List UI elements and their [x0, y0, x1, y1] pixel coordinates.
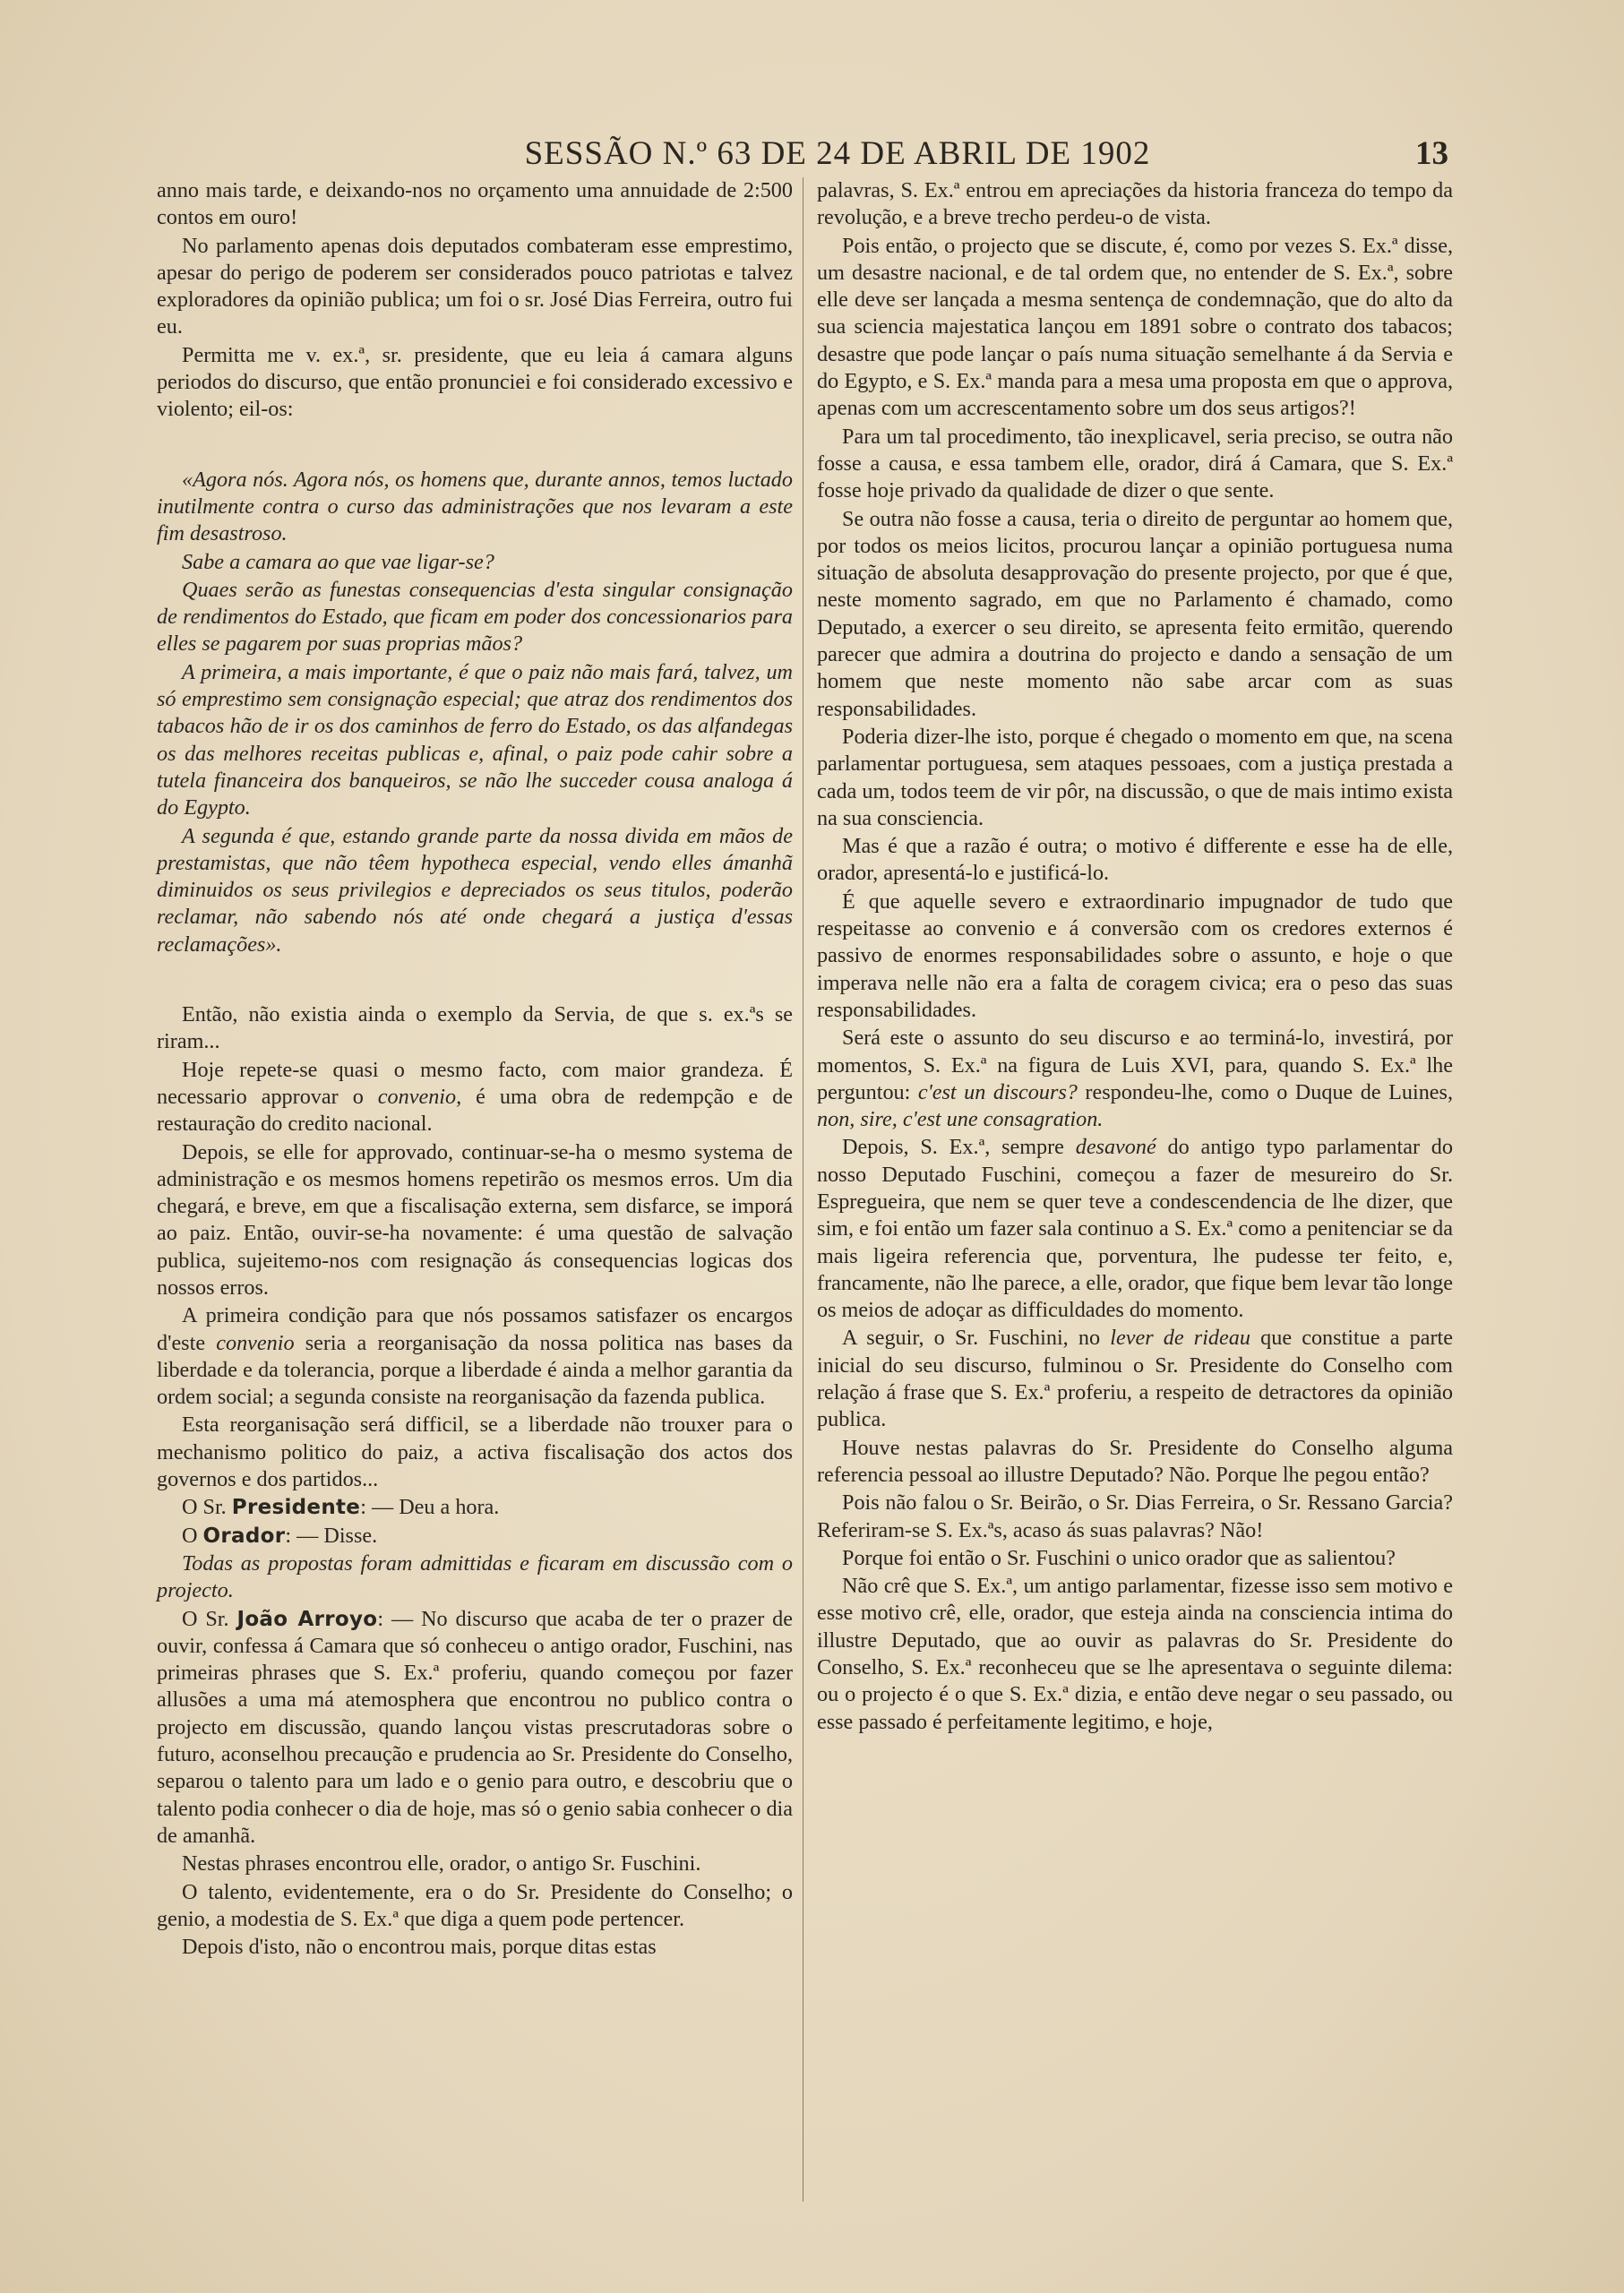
paragraph: Mas é que a razão é outra; o motivo é differente e esse ha de elle, orador, apresentá-lo e justificá-lo. [817, 834, 1453, 886]
paragraph: palavras, S. Ex.ª entrou em apreciações da historia franceza do tempo da revolução, e a breve trecho perdeu-o de vista. [817, 178, 1453, 230]
speaker-line: O Sr. Presidente: — Deu a hora. [182, 1495, 500, 1520]
paragraph: Então, não existia ainda o exemplo da Servia, de que s. ex.ªs se riram... [157, 1002, 793, 1054]
paragraph: Será este o assunto do seu discurso e ao terminá-lo, investirá, por momentos, S. Ex.ª na figura de Luis XVI, para, quando S. Ex.ª lhe perguntou: c'est un discours? respondeu-lhe, como o Duque de Luines, non, sire, c'est une consagration. [817, 1026, 1453, 1132]
paragraph: Se outra não fosse a causa, teria o direito de perguntar ao homem que, por todos os meios licitos, procurou lançar a opinião portuguesa numa situação de absoluta desapprovação do presente projecto, por que é que, neste momento sagrado, em que no Parlamento é chamado, como Deputado, a exercer o seu direito, se apresenta feito ermitão, querendo parecer que admira a doutrina do projecto e dando a sensação de um homem que neste momento não sabe arcar com as suas responsabilidades. [817, 506, 1453, 721]
paragraph: Depois, se elle for approvado, continuar-se-ha o mesmo systema de administração e os mesmos homens repetirão os mesmos erros. Um dia chegará, e breve, em que a fiscalisação externa, sem disfarce, se imporá ao paiz. Então, ouvir-se-ha novamente: é uma questão de salvação publica, sujeitemo-nos com resignação ás consequencias logicas dos nossos erros. [157, 1139, 793, 1300]
paragraph: É que aquelle severo e extraordinario impugnador de tudo que respeitasse ao convenio e á conversão com os credores externos é passivo de enormes responsabilidades sobre o assunto, e hoje o que imperava nelle não era a falta de coragem civica; era o peso das suas responsabilidades. [817, 889, 1453, 1022]
quote-paragraph: A primeira, a mais importante, é que o paiz não mais fará, talvez, um só emprestimo sem consignação especial; que atraz dos rendimentos dos tabacos hão de ir os dos caminhos de ferro do Estado, os das alfandegas os das melhores receitas publicas e, afinal, o paiz pode cahir sobre a tutela financeira dos banqueiros, se não lhe succeder cousa analoga á do Egypto. [157, 659, 793, 820]
quote-paragraph: A segunda é que, estando grande parte da nossa divida em mãos de prestamistas, que não têem hypotheca especial, vendo elles ámanhã diminuidos os seus privilegios e depreciados os seus titulos, poderão reclamar, não sabendo nós até onde chegará a justiça d'essas reclamações». [157, 823, 793, 957]
paragraph: Pois então, o projecto que se discute, é, como por vezes S. Ex.ª disse, um desastre nacional, e de tal ordem que, no entender de S. Ex.ª, sobre elle deve ser lançada a mesma sentença de condemnação, que do alto da sua sciencia majestatica lançou em 1891 sobre o contrato dos tabacos; desastre que pode lançar o país numa situação semelhante á da Servia e do Egypto, e S. Ex.ª manda para a mesa uma proposta em que o approva, apenas com um accrescentamento sobre um dos seus artigos?! [817, 233, 1453, 421]
speaker-name: Presidente [231, 1496, 361, 1520]
speaker-name: João Arroyo [236, 1607, 378, 1631]
paragraph: Poderia dizer-lhe isto, porque é chegado o momento em que, na scena parlamentar portuguesa, sem ataques pessoaes, com a justiça prestada a cada um, todos teem de vir pôr, na discussão, o que de mais intimo exista na sua consciencia. [817, 724, 1453, 830]
paragraph: A seguir, o Sr. Fuschini, no lever de rideau que constitue a parte inicial do seu discurso, fulminou o Sr. Presidente do Conselho com relação á frase que S. Ex.ª proferiu, a respeito de detractores da opinião publica. [817, 1326, 1453, 1432]
left-column [157, 177, 793, 1962]
right-column [817, 177, 1453, 1737]
paragraph: Nestas phrases encontrou elle, orador, o antigo Sr. Fuschini. [182, 1851, 701, 1876]
paragraph: anno mais tarde, e deixando-nos no orçamento uma annuidade de 2:500 contos em ouro! [157, 178, 793, 230]
paragraph: Não crê que S. Ex.ª, um antigo parlamentar, fizesse isso sem motivo e esse motivo crê, elle, orador, que esteja ainda na consciencia intima do illustre Deputado, que ao ouvir as palavras do Sr. Presidente do Conselho, S. Ex.ª reconheceu que se lhe apresentava o seguinte dilema: ou o projecto é o que S. Ex.ª dizia, e então deve negar o seu passado, ou esse passado é perfeitamente legitimo, e hoje, [817, 1574, 1453, 1734]
paragraph: O talento, evidentemente, era o do Sr. Presidente do Conselho; o genio, a modestia de S. Ex.ª que diga a quem pode pertencer. [157, 1879, 793, 1931]
paragraph: Hoje repete-se quasi o mesmo facto, com maior grandeza. É necessario approvar o convenio, é uma obra de redempção e de restauração do credito nacional. [157, 1057, 794, 1137]
paragraph: Todas as propostas foram admittidas e ficaram em discussão com o projecto. [157, 1550, 793, 1603]
quote-paragraph: Sabe a camara ao que vae ligar-se? [182, 549, 494, 574]
quote-paragraph: «Agora nós. Agora nós, os homens que, durante annos, temos luctado inutilmente contra o curso das administrações que nos levaram a este fim desastroso. [157, 467, 793, 546]
paragraph: No parlamento apenas dois deputados combateram esse emprestimo, apesar do perigo de poderem ser considerados pouco patriotas e talvez exploradores da opinião publica; um foi o sr. José Dias Ferreira, outro fui eu. [157, 233, 793, 339]
paragraph: Esta reorganisação será difficil, se a liberdade não trouxer para o mechanismo politico do paiz, a activa fiscalisação dos actos dos governos e dos partidos... [157, 1413, 793, 1492]
paragraph: Permitta me v. ex.ª, sr. presidente, que eu leia á camara alguns periodos do discurso, que então pronunciei e foi considerado excessivo e violento; eil-os: [157, 342, 793, 422]
paragraph: Porque foi então o Sr. Fuschini o unico orador que as salientou? [842, 1545, 1396, 1570]
paragraph: Depois d'isto, não o encontrou mais, porque ditas estas [182, 1935, 657, 1960]
page-header [0, 134, 1624, 179]
paragraph: A primeira condição para que nós possamos satisfazer os encargos d'este convenio seria a reorganisação da nossa politica nas bases da liberdade e da tolerancia, porque a liberdade é ainda a melhor garantia da ordem social; a segunda consiste na reorganisação da fazenda publica. [157, 1303, 793, 1410]
quoted-speech [157, 467, 793, 958]
session-title: SESSÃO N.º 63 DE 24 DE ABRIL DE 1902 [524, 135, 1151, 172]
paragraph: Para um tal procedimento, tão inexplicavel, seria preciso, se outra não fosse a causa, e essa tambem elle, orador, dirá á Camara, que S. Ex.ª fosse hoje privado da qualidade de dizer o que sente. [817, 424, 1453, 503]
speaker-line: O Orador: — Disse. [182, 1523, 378, 1548]
speaker-name: Orador [202, 1524, 286, 1548]
page-number: 13 [1415, 135, 1448, 172]
speaker-line: O Sr. João Arroyo: — No discurso que acaba de ter o prazer de ouvir, confessa á Camara que só conheceu o antigo orador, Fuschini, nas primeiras phrases que S. Ex.ª proferiu, quando começou por fazer allusões a uma má atemosphera que encontrou no publico contra o projecto em discussão, quando lançou vistas prescrutadoras sobre o futuro, aconselhou precaução e prudencia ao Sr. Presidente do Conselho, separou o talento para um lado e o genio para outro, e descobriu que o talento podia conhecer o dia de hoje, mas só o genio sabia conhecer o dia de amanhã. [157, 1606, 794, 1848]
paragraph: Pois não falou o Sr. Beirão, o Sr. Dias Ferreira, o Sr. Ressano Garcia? Referiram-se S. Ex.ªs, acaso ás suas palavras? Não! [817, 1490, 1453, 1542]
quote-paragraph: Quaes serão as funestas consequencias d'esta singular consignação de rendimentos do Estado, que ficam em poder dos concessionarios para elles se pagarem por suas proprias mãos? [157, 577, 793, 657]
paragraph: Houve nestas palavras do Sr. Presidente do Conselho alguma referencia pessoal ao illustre Deputado? Não. Porque lhe pegou então? [817, 1435, 1453, 1487]
paragraph: Depois, S. Ex.ª, sempre desavoné do antigo typo parlamentar do nosso Deputado Fuschini, começou a fazer de mesureiro do Sr. Espregueira, que nem se quer teve a condescendencia de lhe dizer, que sim, e foi então um fazer sala continuo a S. Ex.ª como a penitenciar se da mais ligeira referencia que, porventura, lhe pudesse ter feito, e, francamente, não lhe parece, a elle, orador, que fique bem levar tão longe os meios de adoçar as difficuldades do momento. [817, 1135, 1453, 1323]
